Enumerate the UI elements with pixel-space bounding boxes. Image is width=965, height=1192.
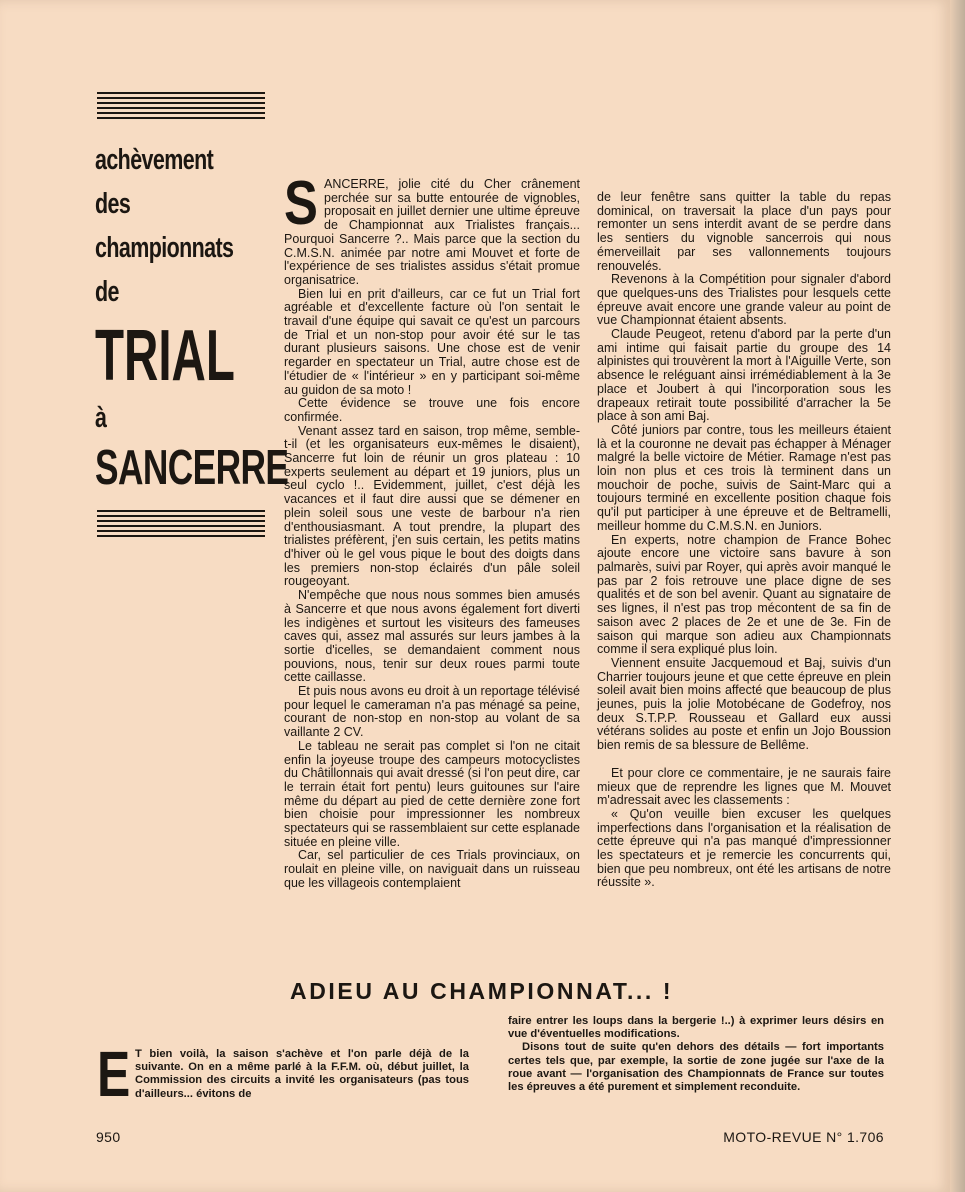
- title-line: des: [95, 188, 131, 220]
- article-paragraph: Claude Peugeot, retenu d'abord par la perte d'un ami intime qui faisait partie du groupe des 14 alpinistes qui trouvèrent la mort à l'Aiguille Verte, son absence le reléguant ainsi irrémédiablement à la 3e place et Joubert à qui l'incorporation sous les drapeaux retirait toute possibilité d'arracher la 5e place à son ami Baj.: [597, 327, 891, 424]
- drop-cap: S: [284, 169, 318, 238]
- adieu-column-1: [97, 1038, 469, 1110]
- section-heading: ADIEU AU CHAMPIONNAT... !: [290, 978, 674, 1004]
- article-paragraph: Bien lui en prit d'ailleurs, car ce fut un Trial fort agréable et d'excellente facture où l'on sentait le travail d'une équipe qui savait ce qu'est un parcours de Trial et un non-stop pour avoir été sur le tas durant plusieurs saisons. Une chose est de venir regarder en spectateur un Trial, autre chose est de l'étudier de « l'intérieur » en y participant soi-même au guidon de sa moto !: [284, 286, 580, 397]
- article-paragraph: Le tableau ne serait pas complet si l'on ne citait enfin la joyeuse troupe des campeurs motocyclistes du Châtillonnais qui avait dressé (si l'on peut dire, car le terrain était fort pentu) leurs guitounes sur l'aire même du départ au pied de cette dernière zone fort bien choisie pour impressionner les nombreux spectateurs qui se rassemblaient sur cette esplanade située en pleine ville.: [284, 738, 580, 849]
- title-line: à: [95, 402, 107, 434]
- article-paragraph: SANCERRE, jolie cité du Cher crânement perchée sur sa butte entourée de vignobles, proposait en juillet dernier une ultime épreuve de Championnat aux Trialistes français... Pourquoi Sancerre ?.. Mais parce que la section du C.M.S.N. animée par notre ami Mouvet et forte de l'expérience de ses trialistes assidus s'était promue organisatrice.: [284, 169, 580, 287]
- article-paragraph: Viennent ensuite Jacquemoud et Baj, suivis d'un Charrier toujours jeune et que cette épreuve en plein soleil avait bien moins affecté que beaucoup de plus jeunes, puis la jolie Motobécane de Godefroy, nos deux S.T.P.P. Rousseau et Gallard eux aussi vétérans solides au poste et enfin un Jojo Boussion bien remis de sa blessure de Bellême.: [597, 655, 891, 753]
- article-paragraph: Côté juniors par contre, tous les meilleurs étaient là et la couronne ne devait pas échapper à Ménager malgré la belle victoire de Métier. Ramage n'est pas loin non plus et ces trois là terminent dans un mouchoir de poche, suivis de Saint-Marc qui a toujours terminé en excellente position chaque fois qu'il put participer à une épreuve et de Beltramelli, meilleur homme du C.M.S.N. en Juniors.: [597, 422, 891, 533]
- article-title: [95, 138, 289, 495]
- article-paragraph: En experts, notre champion de France Bohec ajoute encore une victoire sans bavure à son palmarès, suivi par Royer, qui après avoir manqué le pas par 2 fois retrouve une place digne de ses qualités et de son bel avenir. Quant au signataire de ses lignes, il n'est pas trop mécontent de sa fin de saison avec 2 places de 2e et une de 3e. Fin de saison qui marque son adieu aux Championnats comme il sera expliqué plus loin.: [597, 532, 891, 657]
- article-paragraph: Et pour clore ce commentaire, je ne saurais faire mieux que de reprendre les lignes que M. Mouvet m'adressait avec les classements :: [597, 765, 891, 808]
- title-line: de: [95, 276, 119, 308]
- magazine-issue: MOTO-REVUE N° 1.706: [723, 1129, 884, 1145]
- article-paragraph: de leur fenêtre sans quitter la table du repas dominical, on traversait la place d'un pays pour remonter un sens interdit avant de se perdre dans les sentiers du vignoble sancerrois qui nous émerveillait par ses vallonnements toujours renouvelés.: [597, 190, 891, 273]
- page-edge: [950, 0, 965, 1192]
- adieu-column-2: [508, 1015, 884, 1094]
- adieu-paragraph: faire entrer les loups dans la bergerie !..) à exprimer leurs désirs en vue d'éventuelles modifications.: [508, 1015, 884, 1041]
- article-paragraph: Revenons à la Compétition pour signaler d'abord que quelques-uns des Trialistes pour lesquels cette épreuve avait encore une grande valeur au point de vue Championnat étaient absents.: [597, 272, 891, 328]
- title-line: championnats: [95, 232, 234, 264]
- article-paragraph: « Qu'on veuille bien excuser les quelques imperfections dans l'organisation et la réalisation de cette épreuve qui n'a pas manqué d'impressionner les spectateurs et je remercie les concurrents qui, bien que peu nombreux, ont été les artisans de notre réussite ».: [597, 806, 891, 890]
- article-column-2: [597, 191, 891, 890]
- adieu-paragraph: Disons tout de suite qu'en dehors des détails — fort importants certes tels que, par exemple, la sortie de zone jugée sur l'axe de la roue avant — l'organisation des Championnats de France sur toutes les épreuves a été purement et simplement reconduite.: [508, 1041, 884, 1094]
- article-column-1: [284, 169, 580, 891]
- article-paragraph: Venant assez tard en saison, trop même, semble-t-il (et les organisateurs eux-mêmes le disaient), Sancerre fut loin de réunir un gros plateau : 10 experts seulement au départ et 19 juniors, plus un seul cyclo !.. Evidemment, juillet, c'est déjà les vacances et il faut dire aussi que se démener en plein soleil sous une veste de barbour n'a rien d'enthousiasmant. A tout prendre, la plupart des trialistes préfèrent, j'en suis certain, les petits matins d'hiver où le gel vous pique le bout des doigts dans les premiers non-stop éclairés d'un pâle soleil rougeoyant.: [284, 423, 580, 589]
- drop-cap: E: [97, 1038, 131, 1110]
- decorative-rules-top: [97, 92, 265, 120]
- decorative-rules-bottom: [97, 510, 265, 538]
- title-line: achèvement: [95, 144, 214, 176]
- article-paragraph: Car, sel particulier de ces Trials provinciaux, on roulait en pleine ville, on naviguait dans un ruisseau que les villageois contemplaient: [284, 848, 580, 890]
- page-number: 950: [96, 1129, 121, 1145]
- article-paragraph: Cette évidence se trouve une fois encore confirmée.: [284, 396, 580, 424]
- adieu-paragraph: E T bien voilà, la saison s'achève et l'on parle déjà de la suivante. On en a même parlé à la F.F.M. où, début juillet, la Commission des circuits a invité les organisateurs (pas tous d'ailleurs... évitons de: [97, 1038, 469, 1110]
- article-paragraph: Et puis nous avons eu droit à un reportage télévisé pour lequel le cameraman n'a pas ménagé sa peine, courant de non-stop en non-stop au volant de sa vaillante 2 CV.: [284, 684, 580, 740]
- title-sancerre: SANCERRE: [95, 441, 289, 495]
- article-paragraph: N'empêche que nous nous sommes bien amusés à Sancerre et que nous avons également fort diverti les indigènes et surtout les visiteurs des fameuses caves qui, assez mal assurés sur leurs jambes à la sortie d'icelles, se demandaient comment nous pouvions, nous, tenir sur deux roues parmi toute cette caillasse.: [284, 588, 580, 685]
- title-trial: TRIAL: [95, 316, 235, 396]
